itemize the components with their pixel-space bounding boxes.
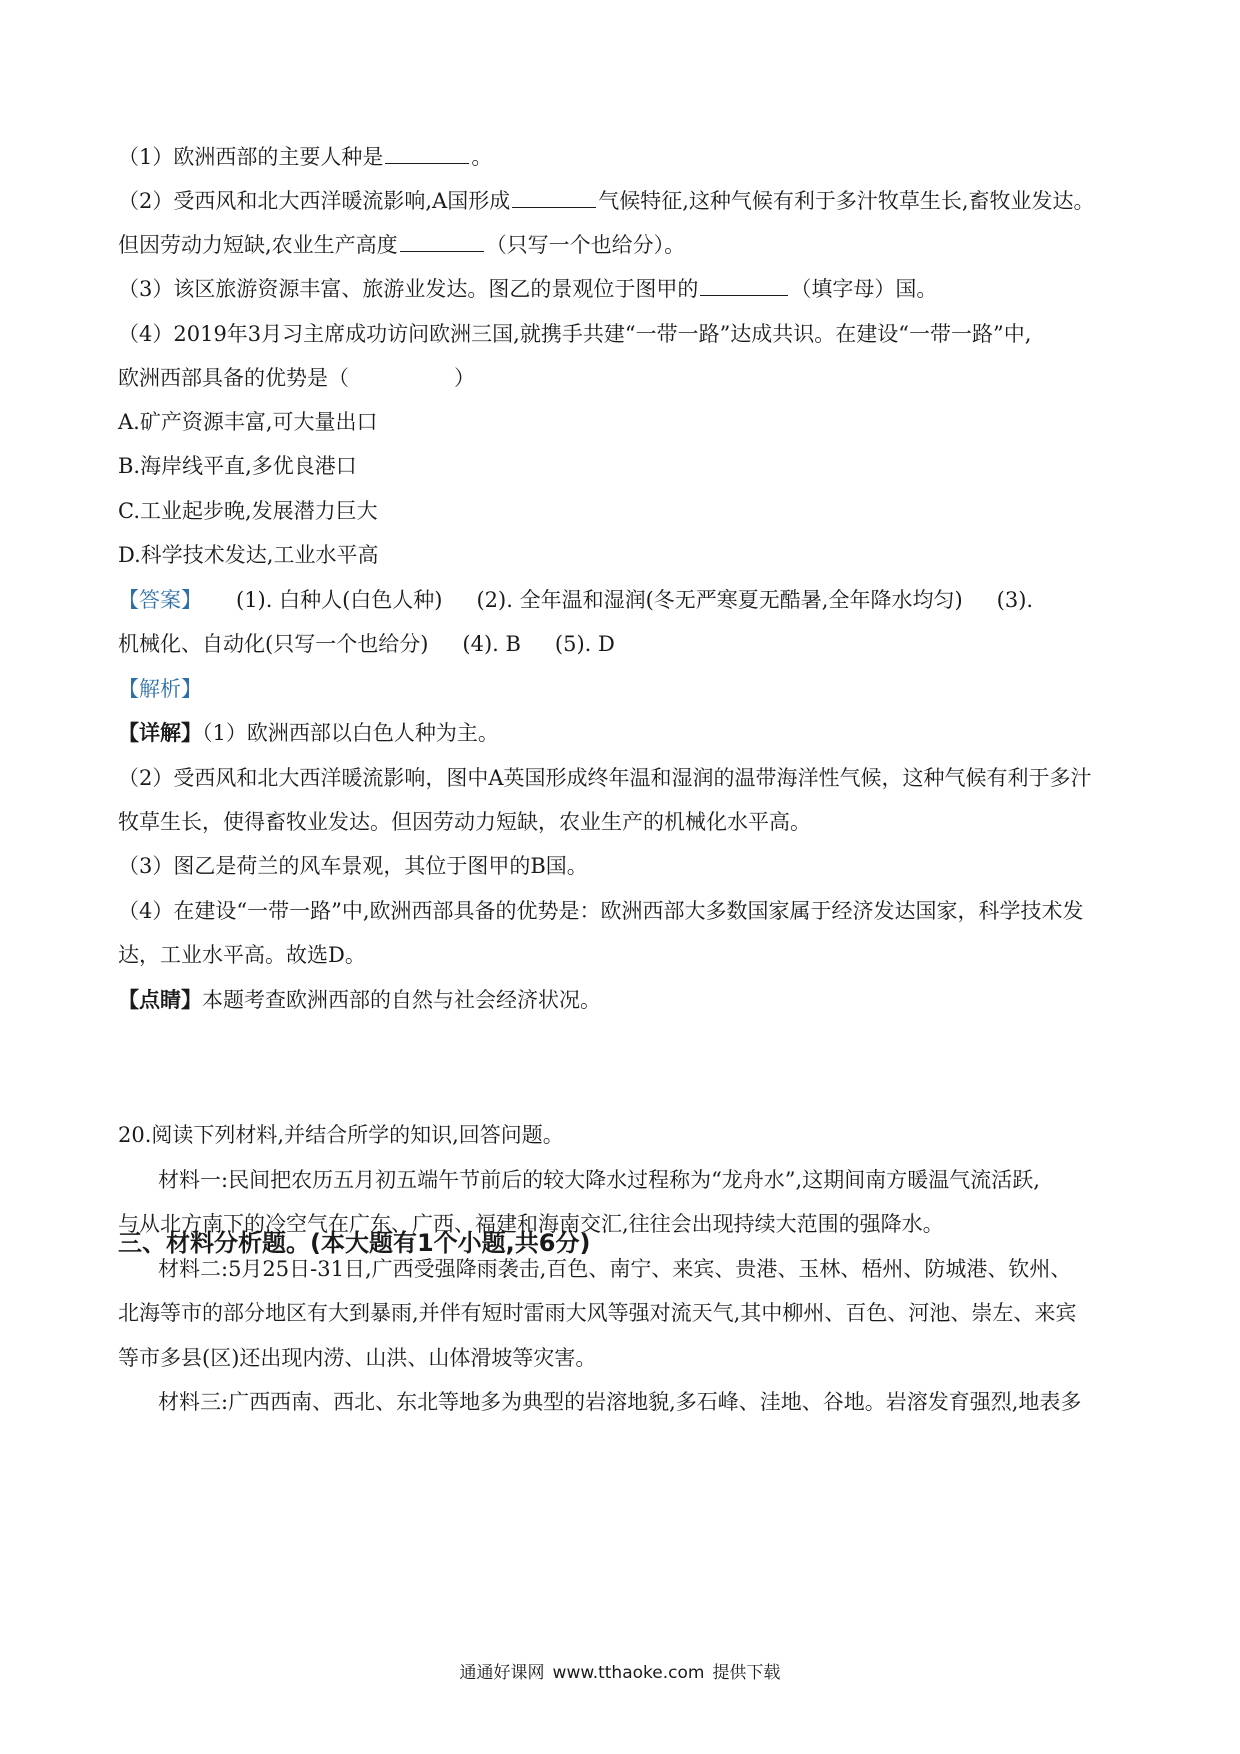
- option-a: A.矿产资源丰富,可大量出口: [118, 410, 378, 434]
- comment-line: 【点睛】本题考查欧洲西部的自然与社会经济状况。: [118, 987, 601, 1012]
- detail-line-5: （4）在建设“一带一路”中,欧洲西部具备的优势是：欧洲西部大多数国家属于经济发达国家，科学技术发: [118, 899, 1084, 923]
- detail-line-3: 牧草生长，使得畜牧业发达。但因劳动力短缺，农业生产的机械化水平高。: [118, 810, 811, 834]
- analysis-tag: 【解析】: [118, 677, 202, 701]
- option-d: D.科学技术发达,工业水平高: [118, 543, 379, 567]
- material-1-line-1: 材料一:民间把农历五月初五端午节前后的较大降水过程称为“龙舟水”,这期间南方暖温气流活跃,: [158, 1168, 1040, 1192]
- question-4-line-2: 欧洲西部具备的优势是（ ）: [118, 366, 475, 390]
- answer-blank: [700, 275, 788, 296]
- material-2-line-1: 材料二:5月25日-31日,广西受强降雨袭击,百色、南宁、来宾、贵港、玉林、梧州、防城港、钦州、: [158, 1257, 1072, 1281]
- question-1-text: （1）欧洲西部的主要人种是: [118, 145, 384, 169]
- material-1-line-2: 与从北方南下的冷空气在广东、广西、福建和海南交汇,往往会出现持续大范围的强降水。: [118, 1212, 944, 1236]
- question-20-stem: 20.阅读下列材料,并结合所学的知识,回答问题。: [118, 1123, 564, 1147]
- answer-line-1: 【答案】 (1). 白种人(白色人种) (2). 全年温和湿润(冬无严寒夏无酷暑,全年降水均匀) (3).: [118, 588, 1034, 612]
- detail-line-1: 【详解】（1）欧洲西部以白色人种为主。: [118, 720, 499, 745]
- answer-line-2: 机械化、自动化(只写一个也给分) (4). B (5). D: [118, 632, 615, 656]
- answer-blank: [400, 231, 484, 252]
- analysis-line: [118, 674, 1130, 704]
- option-c: C.工业起步晚,发展潜力巨大: [118, 499, 378, 523]
- detail-tag: 【详解】: [118, 720, 202, 745]
- footer-note: 提供下载: [712, 1663, 781, 1683]
- answer-blank: [385, 143, 469, 164]
- answer-blank: [512, 187, 596, 208]
- material-3-line-1: 材料三:广西西南、西北、东北等地多为典型的岩溶地貌,多石峰、洼地、谷地。岩溶发育强烈,地表多: [158, 1390, 1082, 1414]
- detail-line-6: 达，工业水平高。故选D。: [118, 943, 366, 967]
- material-2-line-2: 北海等市的部分地区有大到暴雨,并伴有短时雷雨大风等强对流天气,其中柳州、百色、河池、崇左、来宾: [118, 1301, 1077, 1325]
- question-3: （3）该区旅游资源丰富、旅游业发达。图乙的景观位于图甲的 （填字母）国。: [118, 277, 938, 301]
- detail-line-2: （2）受西风和北大西洋暖流影响，图中A英国形成终年温和湿润的温带海洋性气候，这种气候有利于多汁: [118, 766, 1092, 790]
- section-3-title: 三、材料分析题。(本大题有1个小题,共6分): [118, 1229, 591, 1257]
- option-b: B.海岸线平直,多优良港口: [118, 454, 357, 478]
- page-footer: [0, 1658, 1240, 1683]
- question-2-line-1: （2）受西风和北大西洋暖流影响,A国形成 气候特征,这种气候有利于多汁牧草生长,畜牧业发达。: [118, 189, 1095, 213]
- question-1: （1）欧洲西部的主要人种是 。: [118, 145, 493, 169]
- detail-line-4: （3）图乙是荷兰的风车景观，其位于图甲的B国。: [118, 854, 588, 878]
- material-2-line-3: 等市多县(区)还出现内涝、山洪、山体滑坡等灾害。: [118, 1346, 597, 1370]
- question-4-line-1: （4）2019年3月习主席成功访问欧洲三国,就携手共建“一带一路”达成共识。在建设“一带一路”中,: [118, 322, 1032, 346]
- footer-site: 通通好课网: [459, 1663, 545, 1683]
- question-2-line-2: 但因劳动力短缺,农业生产高度 （只写一个也给分）。: [118, 233, 686, 257]
- comment-tag: 【点睛】: [118, 987, 202, 1012]
- answer-tag: 【答案】: [118, 588, 202, 612]
- footer-url[interactable]: www.tthaoke.com: [552, 1663, 705, 1683]
